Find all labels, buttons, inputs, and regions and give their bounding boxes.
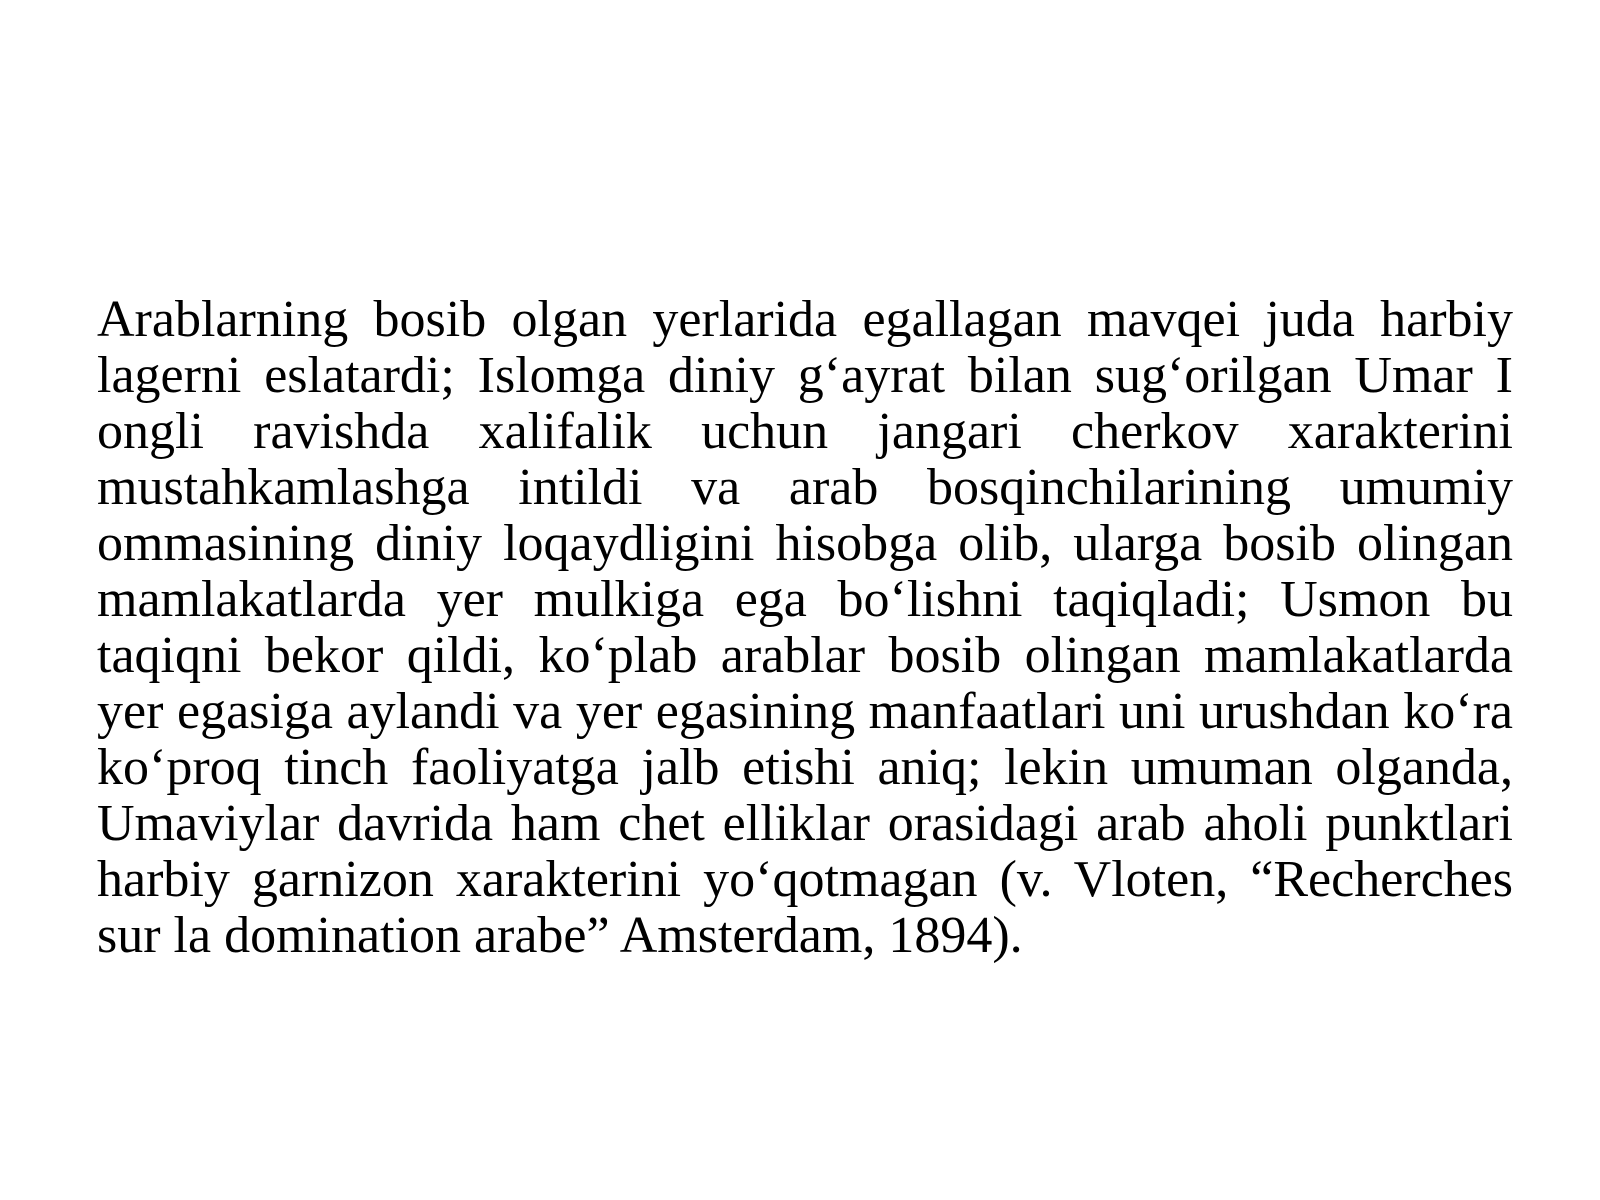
body-paragraph: Arablarning bosib olgan yerlarida egallagan mavqei juda harbiy lagerni eslatardi; Islomga diniy g‘ayrat bilan sug‘orilgan Umar I ongli ravishda xalifalik uchun jangari cherkov xarakterini mustahkamlashga intildi va arab bosqinchilarining umumiy ommasining diniy loqaydligini hisobga olib, ularga bosib olingan mamlakatlarda yer mulkiga ega bo‘lishni taqiqladi; Usmon bu taqiqni bekor qildi, ko‘plab arablar bosib olingan mamlakatlarda yer egasiga aylandi va yer egasining manfaatlari uni urushdan ko‘ra ko‘proq tinch faoliyatga jalb etishi aniq; lekin umuman olganda, Umaviylar davrida ham chet elliklar orasidagi arab aholi punktlari harbiy garnizon xarakterini yo‘qotmagan (v. Vloten, “Recherches sur la domination arabe” Amsterdam, 1894). [97,291,1513,964]
